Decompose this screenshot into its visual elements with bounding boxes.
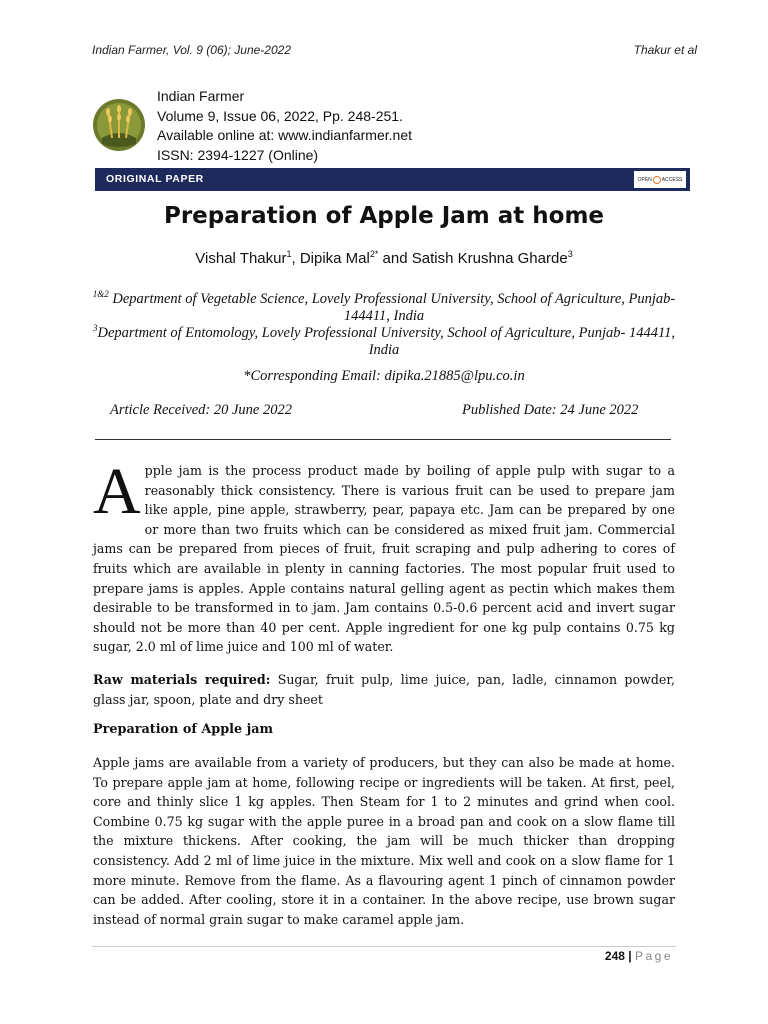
article-title: Preparation of Apple Jam at home	[163, 203, 605, 229]
open-access-icon	[653, 176, 661, 184]
open-access-badge	[634, 171, 686, 188]
author-separator: ,	[291, 250, 300, 267]
page-number: 248	[604, 949, 625, 963]
journal-website[interactable]: Available online at: www.indianfarmer.net	[157, 127, 413, 143]
received-date: Article Received: 20 June 2022	[110, 402, 292, 418]
raw-materials-paragraph	[93, 670, 675, 709]
corresponding-email[interactable]: *Corresponding Email: dipika.21885@lpu.co.in	[243, 368, 525, 384]
journal-info-block	[157, 87, 412, 165]
published-date: Published Date: 24 June 2022	[462, 402, 639, 418]
journal-volume: Volume 9, Issue 06, 2022, Pp. 248-251.	[157, 107, 403, 124]
affiliation-text: Department of Entomology, Lovely Professional University, School of Agriculture, Punjab- 144411, India	[97, 324, 675, 359]
open-access-right-text: ACCESS	[661, 176, 683, 183]
section-heading: Preparation of Apple jam	[93, 722, 274, 737]
header-divider	[95, 439, 671, 440]
author-sup: 3	[567, 249, 573, 259]
page-separator: |	[624, 949, 635, 963]
running-header-authors: Thakur et al	[633, 43, 697, 57]
paper-type-banner	[95, 168, 690, 191]
page-footer	[605, 949, 673, 963]
running-header-citation: Indian Farmer, Vol. 9 (06); June-2022	[92, 43, 291, 57]
journal-name: Indian Farmer	[157, 88, 245, 104]
page-word: Page	[634, 949, 673, 963]
author-separator: and	[378, 250, 412, 267]
raw-materials-text: Sugar, fruit pulp, lime juice, pan, ladle, cinnamon powder, glass jar, spoon, plate and dry sheet	[93, 672, 675, 707]
drop-cap: A	[93, 455, 141, 528]
preparation-paragraph: Apple jams are available from a variety of producers, but they can also be made at home. To prepare apple jam at home, following recipe or ingredients will be taken. At first, peel, core and thinly slice 1 kg apples. Then Steam for 1 to 2 minutes and grind when cool. Combine 0.75 kg sugar with the apple puree in a broad pan and cook on a slow flame till the mixture thickens. After cooking, the jam will be much thicker than dropping consistency. Add 2 ml of lime juice in the mixture. Mix well and cook on a slow flame for 1 more minute. Remove from the flame. As a flavouring agent 1 pinch of cinnamon powder can be added. After cooling, store it in a container. In the above recipe, use brown sugar instead of normal grain sugar to make caramel apple jam.	[93, 755, 675, 927]
intro-paragraph	[93, 455, 675, 657]
intro-text: pple jam is the process product made by boiling of apple pulp with sugar to a reasonably thick consistency. There is various fruit can be used to prepare jam like apple, pine apple, strawberry, pear, papaya etc. Jam can be prepared by one or more than two fruits which can be considered as mixed fruit jam. Commercial jams can be prepared from pieces of fruit, fruit scraping and pulp adhering to cores of fruits which are available in plenty in canning factories. The most popular fruit used to prepare jams is apples. Apple contains natural gelling agent as pectin which makes them desirable to be transformed in to jam. Jam contains 0.5-0.6 percent acid and invert sugar should not be more than 40 per cent. Apple ingredient for one kg pulp contains 0.75 kg sugar, 2.0 ml of lime juice and 100 ml of water.	[93, 463, 675, 655]
author-name: Satish Krushna Gharde	[411, 250, 568, 267]
affiliation-sup: 1&2	[92, 289, 109, 299]
author-name: Dipika Mal	[299, 250, 370, 267]
author-list	[0, 249, 768, 267]
journal-logo	[92, 98, 146, 152]
author-sup: 1	[286, 249, 292, 259]
journal-issn: ISSN: 2394-1227 (Online)	[157, 146, 319, 163]
affiliation-sup: 3	[92, 323, 98, 333]
paper-type-label: ORIGINAL PAPER	[106, 173, 204, 185]
footer-divider	[92, 946, 676, 947]
affiliation-text: Department of Vegetable Science, Lovely Professional University, School of Agriculture, Punjab- 144411, India	[108, 290, 676, 325]
author-sup: 2*	[369, 249, 379, 259]
author-name: Vishal Thakur	[195, 250, 287, 267]
open-access-left-text: OPEN	[637, 176, 652, 183]
affiliation-2	[92, 320, 676, 360]
raw-materials-label: Raw materials required:	[93, 672, 271, 687]
